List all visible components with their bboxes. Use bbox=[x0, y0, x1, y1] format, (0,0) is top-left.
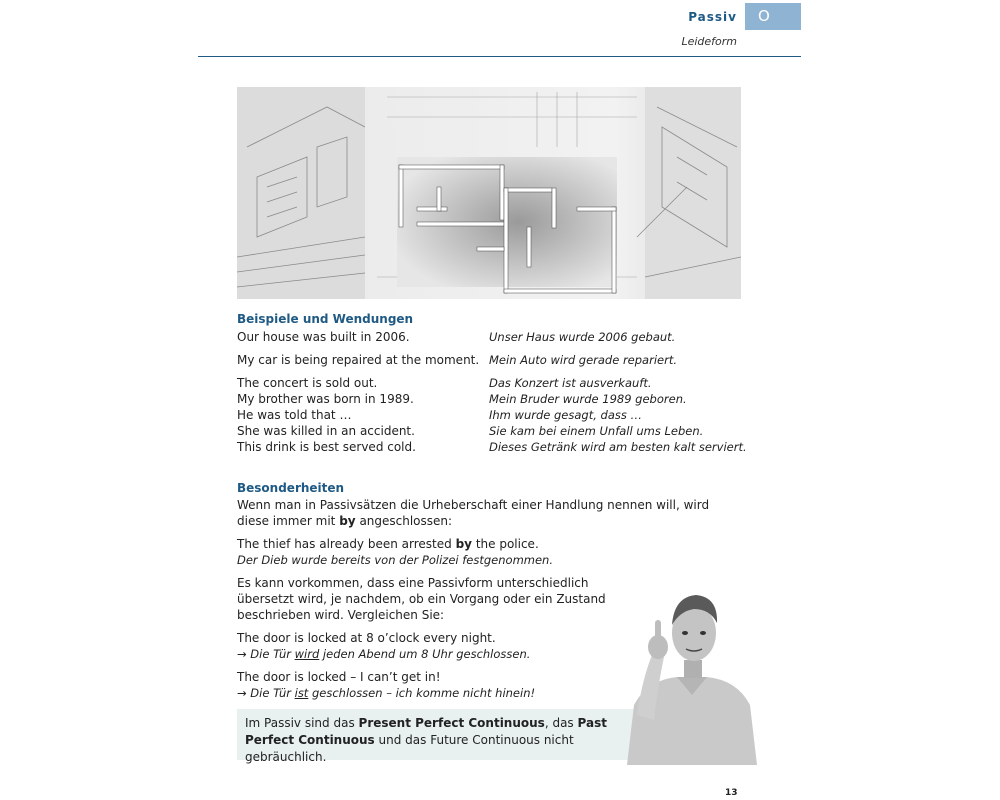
examples-heading: Beispiele und Wendungen bbox=[237, 312, 414, 326]
example-en: Our house was built in 2006. bbox=[237, 330, 410, 344]
chapter-title: Passiv bbox=[688, 10, 737, 24]
example-de: Das Konzert ist ausverkauft. bbox=[489, 376, 652, 390]
example-en: He was told that … bbox=[237, 408, 352, 422]
example-en: The concert is sold out. bbox=[237, 376, 378, 390]
note-b1: Present Perfect Continuous bbox=[358, 716, 545, 730]
ex1-text-end: the police. bbox=[475, 537, 539, 551]
p1-text-end: angeschlossen: bbox=[359, 514, 453, 528]
ex2-de-text-end: jeden Abend um 8 Uhr geschlossen. bbox=[322, 647, 531, 661]
example-de: Dieses Getränk wird am besten kalt serviert. bbox=[489, 440, 747, 454]
example-de: Mein Auto wird gerade repariert. bbox=[489, 353, 677, 367]
special-heading: Besonderheiten bbox=[237, 481, 345, 495]
chapter-number-badge: O bbox=[745, 3, 801, 30]
p1-text: Wenn man in Passivsätzen die Urheberschaft einer Handlung nennen will, wird diese immer mit bbox=[237, 498, 710, 528]
example-de: Ihm wurde gesagt, dass … bbox=[489, 408, 643, 422]
example-3-en: The door is locked – I can’t get in! bbox=[237, 670, 441, 684]
p1-bold: by bbox=[339, 514, 356, 528]
example-de: Mein Bruder wurde 1989 geboren. bbox=[489, 392, 687, 406]
blueprint-photo bbox=[237, 87, 741, 299]
note-text bbox=[245, 715, 645, 766]
example-en: My brother was born in 1989. bbox=[237, 392, 414, 406]
ex2-de-underlined: wird bbox=[294, 647, 320, 661]
example-2-de bbox=[237, 646, 530, 662]
example-en: She was killed in an accident. bbox=[237, 424, 415, 438]
note-t2: , das bbox=[544, 716, 574, 730]
example-de: Unser Haus wurde 2006 gebaut. bbox=[489, 330, 676, 344]
page-number: 13 bbox=[725, 788, 738, 798]
example-1-de: Der Dieb wurde bereits von der Polizei festgenommen. bbox=[237, 553, 553, 567]
arrow-icon: → bbox=[237, 647, 247, 661]
note-b2: Past Perfect Continuous bbox=[245, 716, 607, 747]
ex3-de-underlined: ist bbox=[294, 686, 309, 700]
example-en: My car is being repaired at the moment. bbox=[237, 353, 480, 367]
special-paragraph-2: Es kann vorkommen, dass eine Passivform unterschiedlich übersetzt wird, je nachdem, ob ein Vorgang oder ein Zustand beschrieben wird. Vergleichen Sie: bbox=[237, 576, 606, 622]
example-de: Sie kam bei einem Unfall ums Leben. bbox=[489, 424, 704, 438]
ex1-text: The thief has already been arrested bbox=[237, 537, 452, 551]
special-paragraph-1 bbox=[237, 497, 717, 529]
ex1-bold: by bbox=[455, 537, 472, 551]
ex2-de-text: Die Tür bbox=[250, 647, 291, 661]
example-3-de bbox=[237, 685, 535, 701]
ex3-de-text-end: geschlossen – ich komme nicht hinein! bbox=[311, 686, 536, 700]
man-pointing-photo bbox=[622, 585, 757, 765]
note-t1: Im Passiv sind das bbox=[245, 716, 355, 730]
chapter-subtitle: Leideform bbox=[681, 35, 737, 48]
example-2-en: The door is locked at 8 o’clock every night. bbox=[237, 631, 496, 645]
example-en: This drink is best served cold. bbox=[237, 440, 416, 454]
note-t3: und das Future Continuous nicht gebräuchlich. bbox=[245, 733, 574, 764]
example-1-en bbox=[237, 536, 539, 552]
header-divider bbox=[198, 56, 801, 57]
arrow-icon: → bbox=[237, 686, 247, 700]
ex3-de-text: Die Tür bbox=[250, 686, 291, 700]
